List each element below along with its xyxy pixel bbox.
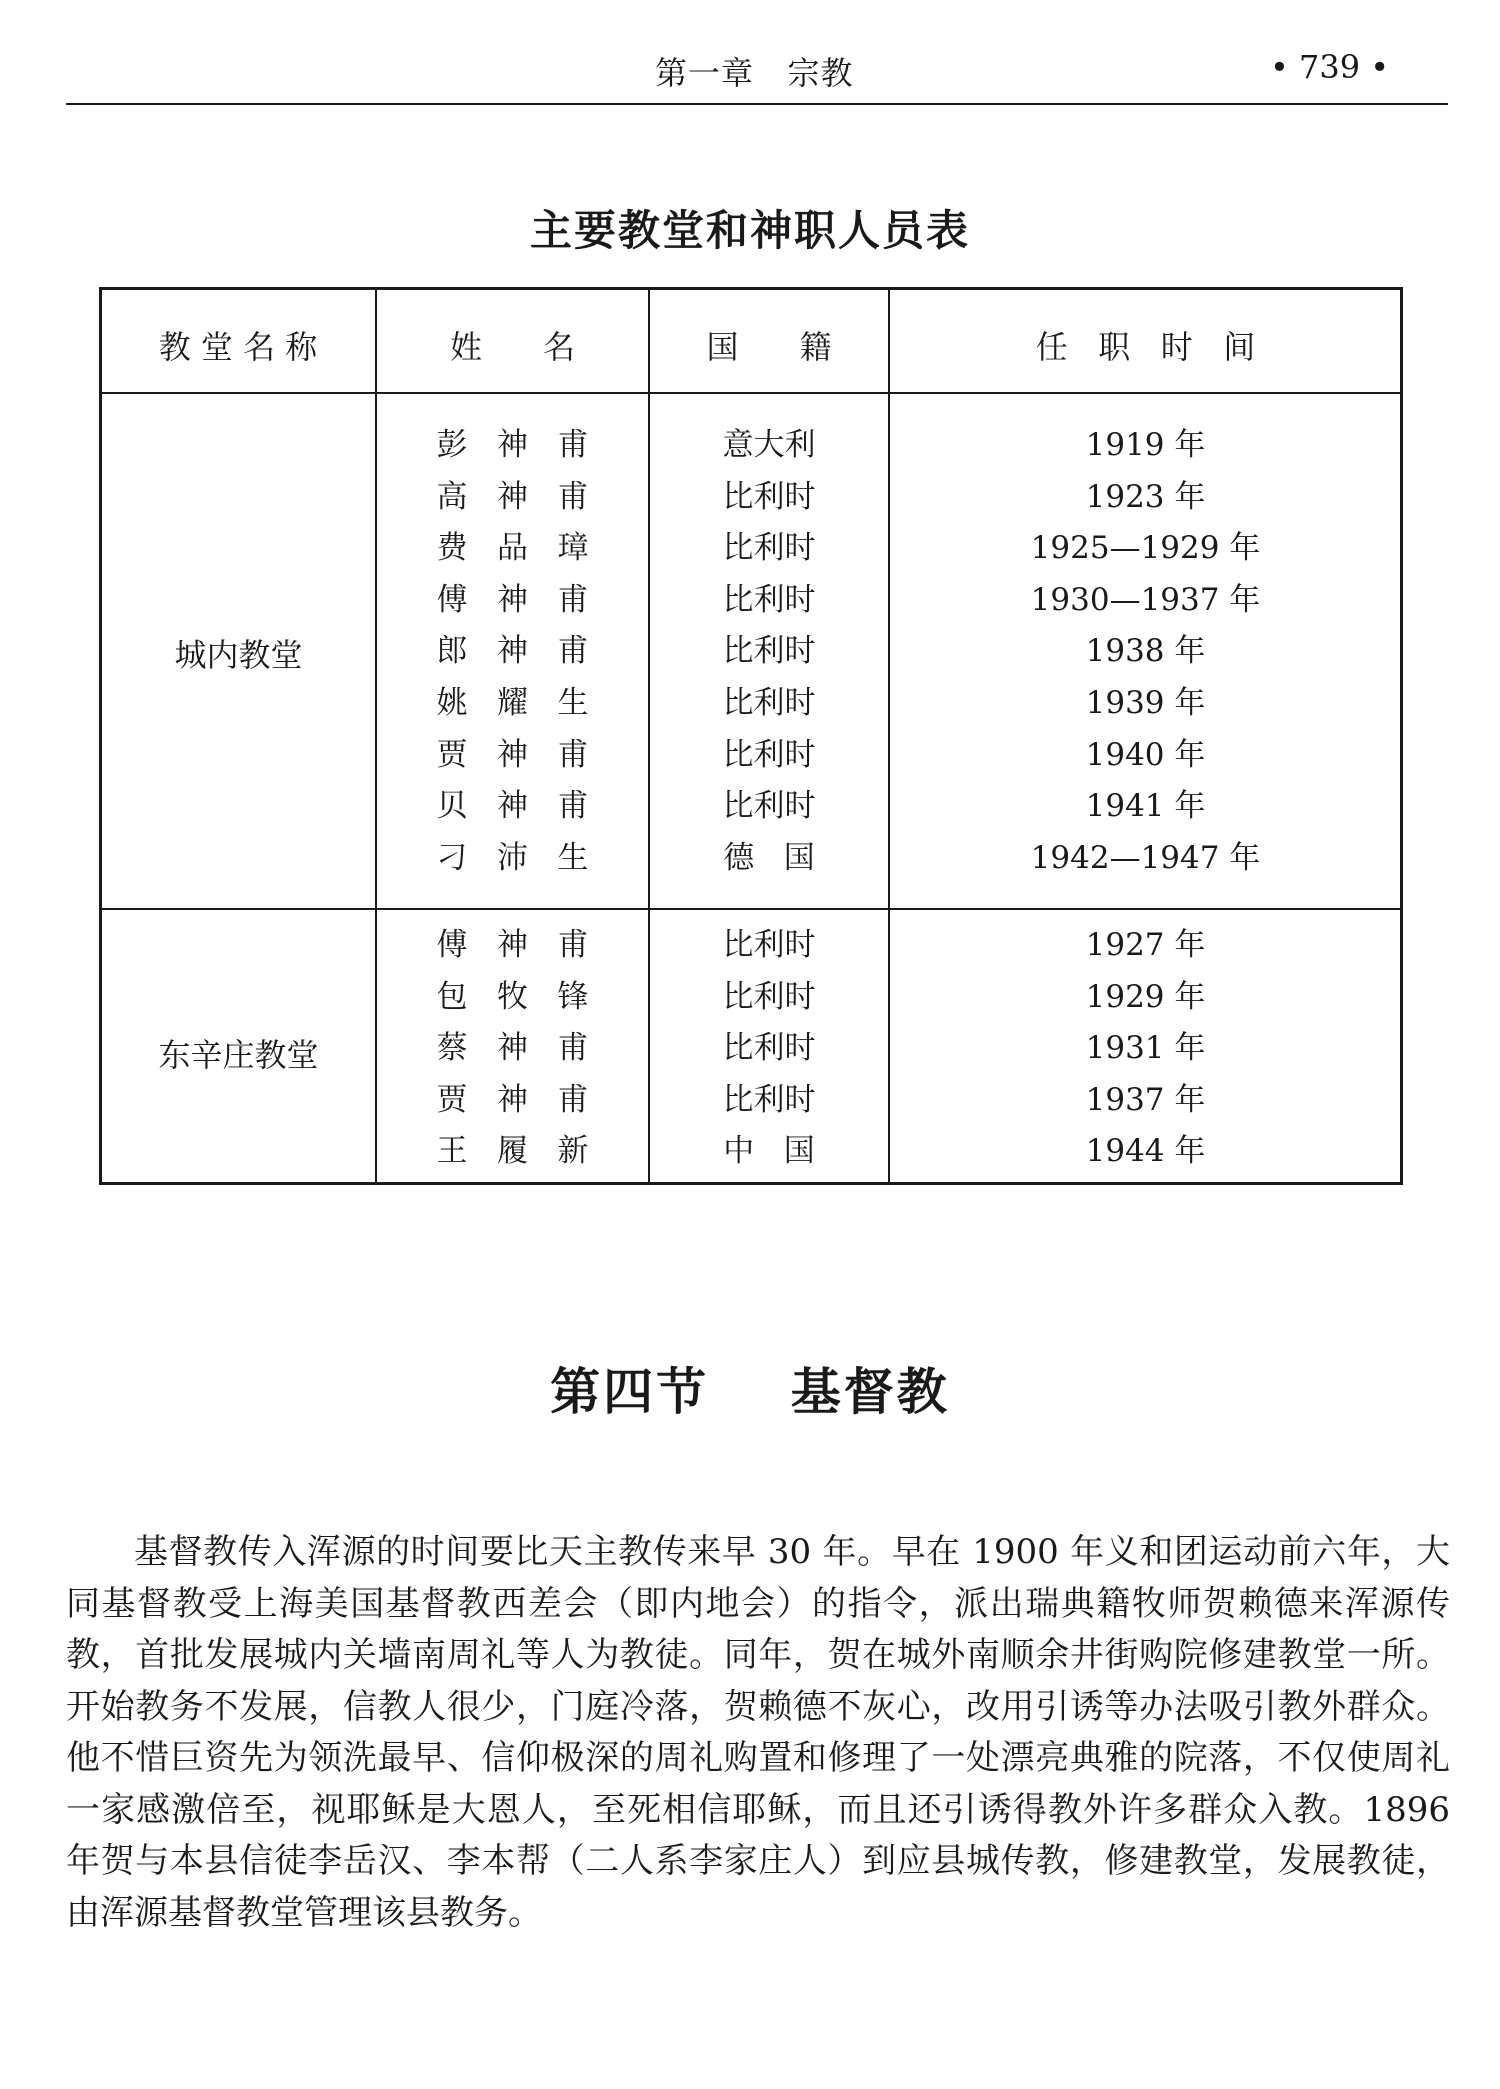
name-cell: 傅 神 甫 [436,582,589,618]
name-cell: 王 履 新 [436,1133,589,1169]
tenure-cell: 1930—1937 年 [1030,582,1261,618]
tenure-cell: 1938 年 [1085,633,1206,669]
nationality-cell: 中 国 [723,1133,815,1169]
tenure-cell: 1927 年 [1085,927,1206,963]
name-cell: 高 神 甫 [436,479,589,515]
section-title: 第四节 基督教 [550,1363,950,1421]
name-cell: 彭 神 甫 [436,427,589,463]
name-cell: 费 品 璋 [436,530,589,566]
nationality-cell: 比利时 [722,737,816,773]
church-name-cell: 城内教堂 [174,636,303,674]
nationality-cell: 比利时 [722,1030,816,1066]
table-title: 主要教堂和神职人员表 [529,206,970,255]
tenure-cell: 1931 年 [1085,1030,1206,1066]
table-group-divider [99,908,1403,910]
tenure-cell: 1942—1947 年 [1030,840,1261,876]
nationality-cell: 比利时 [722,582,816,618]
tenure-cell: 1940 年 [1085,737,1206,773]
name-cell: 姚 耀 生 [436,685,589,721]
nationality-cell: 比利时 [722,530,816,566]
tenure-cell: 1923 年 [1085,479,1206,515]
column-header-nationality: 国 籍 [706,328,832,366]
name-cell: 郎 神 甫 [436,633,589,669]
name-cell: 贾 神 甫 [436,737,589,773]
tenure-cell: 1944 年 [1085,1133,1206,1169]
paragraph: 基督教传入浑源的时间要比天主教传来早 30 年。早在 1900 年义和团运动前六年，大同基督教受上海美国基督教西差会（即内地会）的指令，派出瑞典籍牧师贺赖德来浑源传教，首批发展城内关墙南周礼等人为教徒。同年，贺在城外南顺余井街购院修建教堂一所。开始教务不发展，信教人很少，门庭冷落，贺赖德不灰心，改用引诱等办法吸引教外群众。他不惜巨资先为领洗最早、信仰极深的周礼购置和修理了一处漂亮典雅的院落，不仅使周礼一家感激倍至，视耶稣是大恩人，至死相信耶稣，而且还引诱得教外许多群众入教。1896 年贺与本县信徒李岳汉、李本帮（二人系李家庄人）到应县城传教，修建教堂，发展教徒，由浑源基督教堂管理该县教务。 [66,1532,1450,1933]
tenure-cell: 1919 年 [1085,427,1206,463]
header-rule [66,103,1448,105]
page-number: • 739 • [1270,48,1390,86]
running-header-chapter: 第一章 宗教 [655,54,854,92]
body-text [66,1527,1450,1939]
name-cell: 傅 神 甫 [436,927,589,963]
column-header-tenure: 任 职 时 间 [1035,328,1256,366]
tenure-cell: 1937 年 [1085,1082,1206,1118]
name-cell: 蔡 神 甫 [436,1030,589,1066]
tenure-cell: 1925—1929 年 [1030,530,1261,566]
nationality-cell: 比利时 [722,927,816,963]
name-cell: 刁 沛 生 [436,840,589,876]
table-header-divider [99,392,1403,394]
nationality-cell: 比利时 [722,788,816,824]
column-header-church: 教 堂 名 称 [158,328,318,366]
tenure-cell: 1939 年 [1085,685,1206,721]
church-name-cell: 东辛庄教堂 [158,1036,319,1074]
name-cell: 贾 神 甫 [436,1082,589,1118]
nationality-cell: 比利时 [722,479,816,515]
tenure-cell: 1929 年 [1085,979,1206,1015]
name-cell: 包 牧 锋 [436,979,589,1015]
nationality-cell: 比利时 [722,1082,816,1118]
nationality-cell: 意大利 [722,427,816,463]
nationality-cell: 比利时 [722,685,816,721]
name-cell: 贝 神 甫 [436,788,589,824]
tenure-cell: 1941 年 [1085,788,1206,824]
column-header-name: 姓 名 [449,328,576,366]
nationality-cell: 比利时 [722,979,816,1015]
nationality-cell: 德 国 [723,840,815,876]
nationality-cell: 比利时 [722,633,816,669]
